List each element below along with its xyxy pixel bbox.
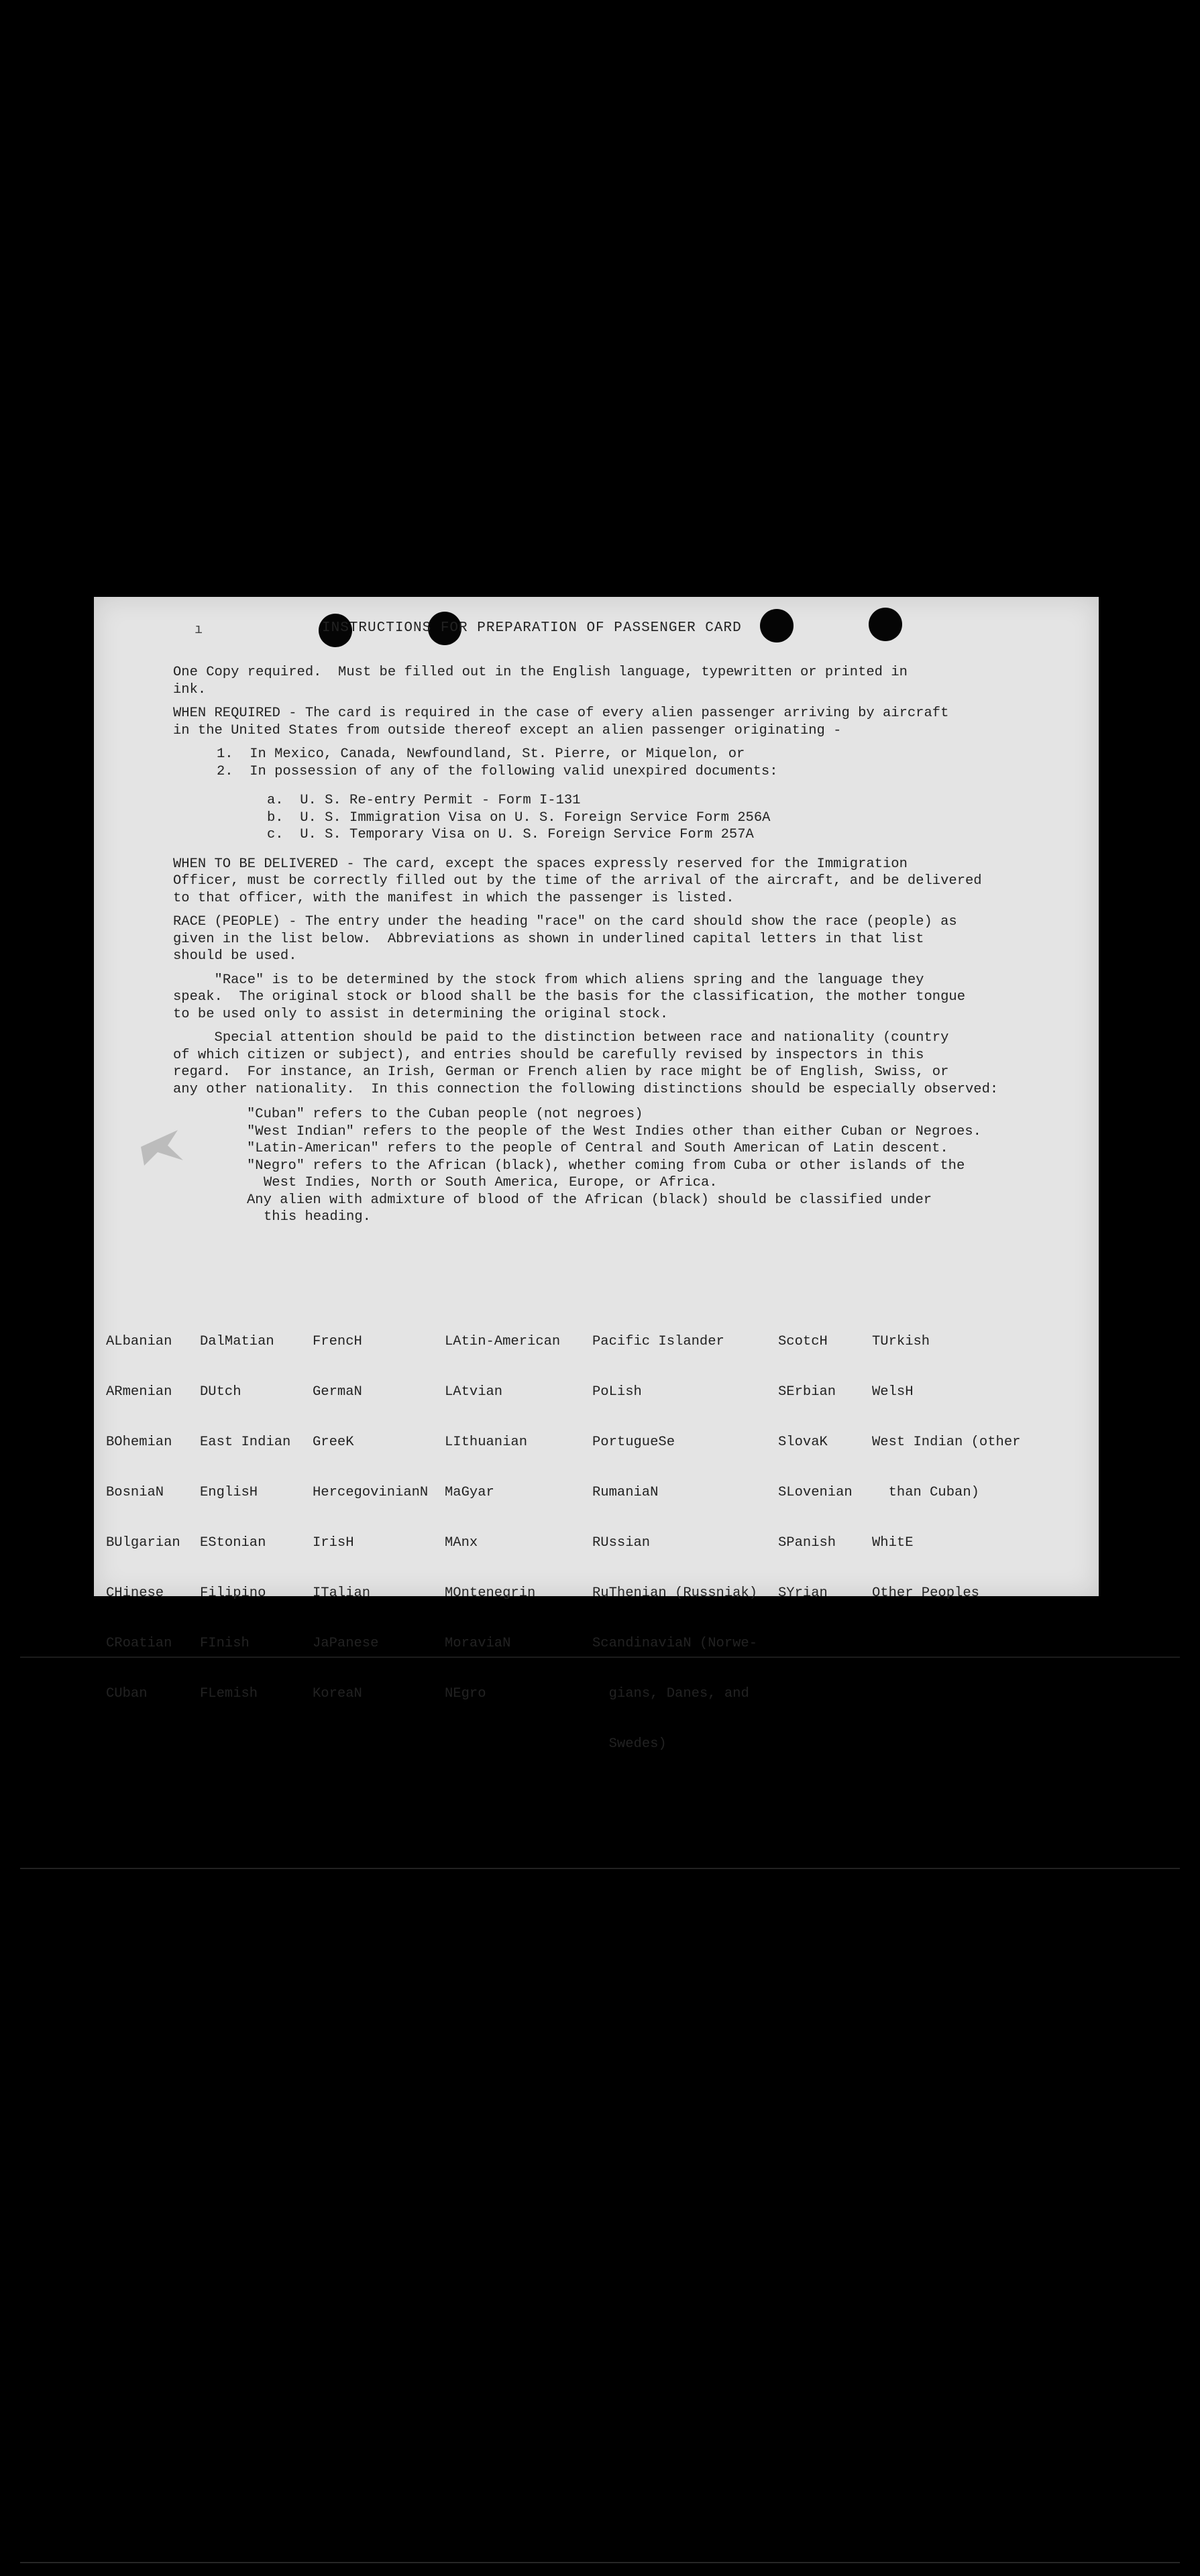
race-entry: MaGyar bbox=[445, 1485, 494, 1500]
race-entry: ScandinaviaN (Norwe- bbox=[592, 1636, 758, 1651]
race-entry: SLovenian bbox=[778, 1485, 853, 1500]
race-entry: NEgro bbox=[445, 1686, 486, 1701]
list-item: 1. In Mexico, Canada, Newfoundland, St. Pierre, or Miquelon, or bbox=[217, 746, 745, 762]
race-entry: DUtch bbox=[200, 1384, 241, 1400]
distinction-notes bbox=[173, 1106, 1032, 1226]
race-entry: West Indian (other bbox=[872, 1435, 1021, 1450]
race-entry: SPanish bbox=[778, 1535, 836, 1551]
note-line: West Indies, North or South America, Europe, or Africa. bbox=[264, 1175, 718, 1190]
race-entry: Pacific Islander bbox=[592, 1334, 724, 1349]
list-item: 2. In possession of any of the following valid unexpired documents: bbox=[217, 763, 778, 779]
race-entry: Filipino bbox=[200, 1585, 266, 1601]
race-entry: SlovaK bbox=[778, 1435, 828, 1450]
race-entry: RumaniaN bbox=[592, 1485, 659, 1500]
race-entry: HercegovinianN bbox=[313, 1485, 429, 1500]
race-column bbox=[778, 1300, 853, 1635]
note-line: Any alien with admixture of blood of the African (black) should be classified under bbox=[247, 1192, 932, 1208]
race-entry: CRoatian bbox=[106, 1636, 172, 1651]
race-entry: LAtvian bbox=[445, 1384, 503, 1400]
race-entry: TUrkish bbox=[872, 1334, 930, 1349]
race-entry: JaPanese bbox=[313, 1636, 379, 1651]
race-entry: DalMatian bbox=[200, 1334, 274, 1349]
race-column bbox=[445, 1300, 560, 1736]
race-column bbox=[106, 1300, 180, 1736]
race-entry: BUlgarian bbox=[106, 1535, 180, 1551]
race-column bbox=[592, 1300, 757, 1786]
race-entry: FrencH bbox=[313, 1334, 362, 1349]
note-line: "West Indian" refers to the people of the West Indies other than either Cuban or Negroes. bbox=[247, 1123, 981, 1139]
race-entry: RUssian bbox=[592, 1535, 651, 1551]
race-entry: GermaN bbox=[313, 1384, 362, 1400]
race-entry: LAtin-American bbox=[445, 1334, 561, 1349]
race-entry: ARmenian bbox=[106, 1384, 172, 1400]
note-line: this heading. bbox=[264, 1209, 371, 1225]
note-line: "Latin-American" refers to the people of Central and South American of Latin descent. bbox=[247, 1141, 948, 1156]
race-entry: IrisH bbox=[313, 1535, 354, 1551]
paragraph-when-delivered: WHEN TO BE DELIVERED - The card, except the spaces expressly reserved for the Immigration Officer, must be correctly filled out by the time of the arrival of the aircraft, and be delivered to that officer, with the manifest in which the passenger is listed. bbox=[173, 856, 982, 906]
document-item: b. U. S. Immigration Visa on U. S. Foreign Service Form 256A bbox=[267, 809, 771, 826]
race-entry: FLemish bbox=[200, 1686, 258, 1701]
race-entry: ALbanian bbox=[106, 1334, 172, 1349]
race-entry: PoLish bbox=[592, 1384, 642, 1400]
race-entry: SErbian bbox=[778, 1384, 836, 1400]
race-entry: MAnx bbox=[445, 1535, 478, 1551]
punch-hole bbox=[869, 608, 902, 641]
race-entry: ITalian bbox=[313, 1585, 371, 1601]
race-entry: Swedes) bbox=[592, 1736, 667, 1752]
scan-border-line bbox=[20, 1868, 1180, 1869]
race-entry: MoraviaN bbox=[445, 1636, 511, 1651]
scan-border-line bbox=[20, 2562, 1180, 2563]
race-entry: than Cuban) bbox=[872, 1485, 979, 1500]
race-entry: SYrian bbox=[778, 1585, 828, 1601]
race-entry: ScotcH bbox=[778, 1334, 828, 1349]
race-entry: GreeK bbox=[313, 1435, 354, 1450]
note-line: "Cuban" refers to the Cuban people (not negroes) bbox=[247, 1107, 643, 1122]
race-entry: WhitE bbox=[872, 1535, 914, 1551]
document-item: c. U. S. Temporary Visa on U. S. Foreign Service Form 257A bbox=[267, 827, 754, 842]
paragraph-special-attention: Special attention should be paid to the distinction between race and nationality (country of which citizen or subject), and entries should be carefully revised by inspectors in this regard. For instance, an Irish, German or French alien by race might be of English, Swiss, or any other nationality. In this connection the following distinctions should be especially observed: bbox=[173, 1030, 999, 1097]
corner-mark: ı bbox=[195, 622, 203, 638]
race-entry: KoreaN bbox=[313, 1686, 362, 1701]
document-item: a. U. S. Re-entry Permit - Form I-131 bbox=[267, 793, 581, 808]
race-column bbox=[200, 1300, 290, 1736]
race-entry: FInish bbox=[200, 1636, 250, 1651]
paragraph-race-stock: "Race" is to be determined by the stock from which aliens spring and the language they speak. The original stock or blood shall be the basis for the classification, the mother tongue to be used only to assist in determining the original stock. bbox=[173, 972, 965, 1022]
race-entry: RuThenian (Russniak) bbox=[592, 1585, 758, 1601]
race-entry: gians, Danes, and bbox=[592, 1686, 749, 1701]
race-entry: MOntenegrin bbox=[445, 1585, 536, 1601]
race-entry: LIthuanian bbox=[445, 1435, 528, 1450]
race-entry: Other Peoples bbox=[872, 1585, 979, 1601]
race-column bbox=[872, 1300, 1020, 1635]
instruction-card bbox=[94, 597, 1099, 1752]
race-entry: WelsH bbox=[872, 1384, 914, 1400]
race-entry: EnglisH bbox=[200, 1485, 258, 1500]
race-entry: CUban bbox=[106, 1686, 148, 1701]
race-entry: PortugueSe bbox=[592, 1435, 675, 1450]
race-entry: EStonian bbox=[200, 1535, 266, 1551]
race-entry: BOhemian bbox=[106, 1435, 172, 1450]
instructions-body bbox=[173, 664, 1032, 1226]
punch-hole bbox=[760, 609, 794, 642]
paragraph-race-people: RACE (PEOPLE) - The entry under the heading "race" on the card should show the race (people) as given in the list below. Abbreviations as shown in underlined capital letters in that list should be used. bbox=[173, 914, 957, 964]
race-entry: East Indian bbox=[200, 1435, 291, 1450]
paragraph-when-required: WHEN REQUIRED - The card is required in the case of every alien passenger arriving by aircraft in the United States from outside thereof except an alien passenger originating - bbox=[173, 706, 949, 738]
race-column bbox=[313, 1300, 428, 1736]
race-entry: CHinese bbox=[106, 1585, 164, 1601]
race-entry: BosniaN bbox=[106, 1485, 164, 1500]
note-line: "Negro" refers to the African (black), whether coming from Cuba or other islands of the bbox=[247, 1158, 965, 1174]
paragraph-copy: One Copy required. Must be filled out in the English language, typewritten or printed in ink. bbox=[173, 665, 908, 697]
card-title: INSTRUCTIONS FOR PREPARATION OF PASSENGER CARD bbox=[322, 620, 742, 636]
